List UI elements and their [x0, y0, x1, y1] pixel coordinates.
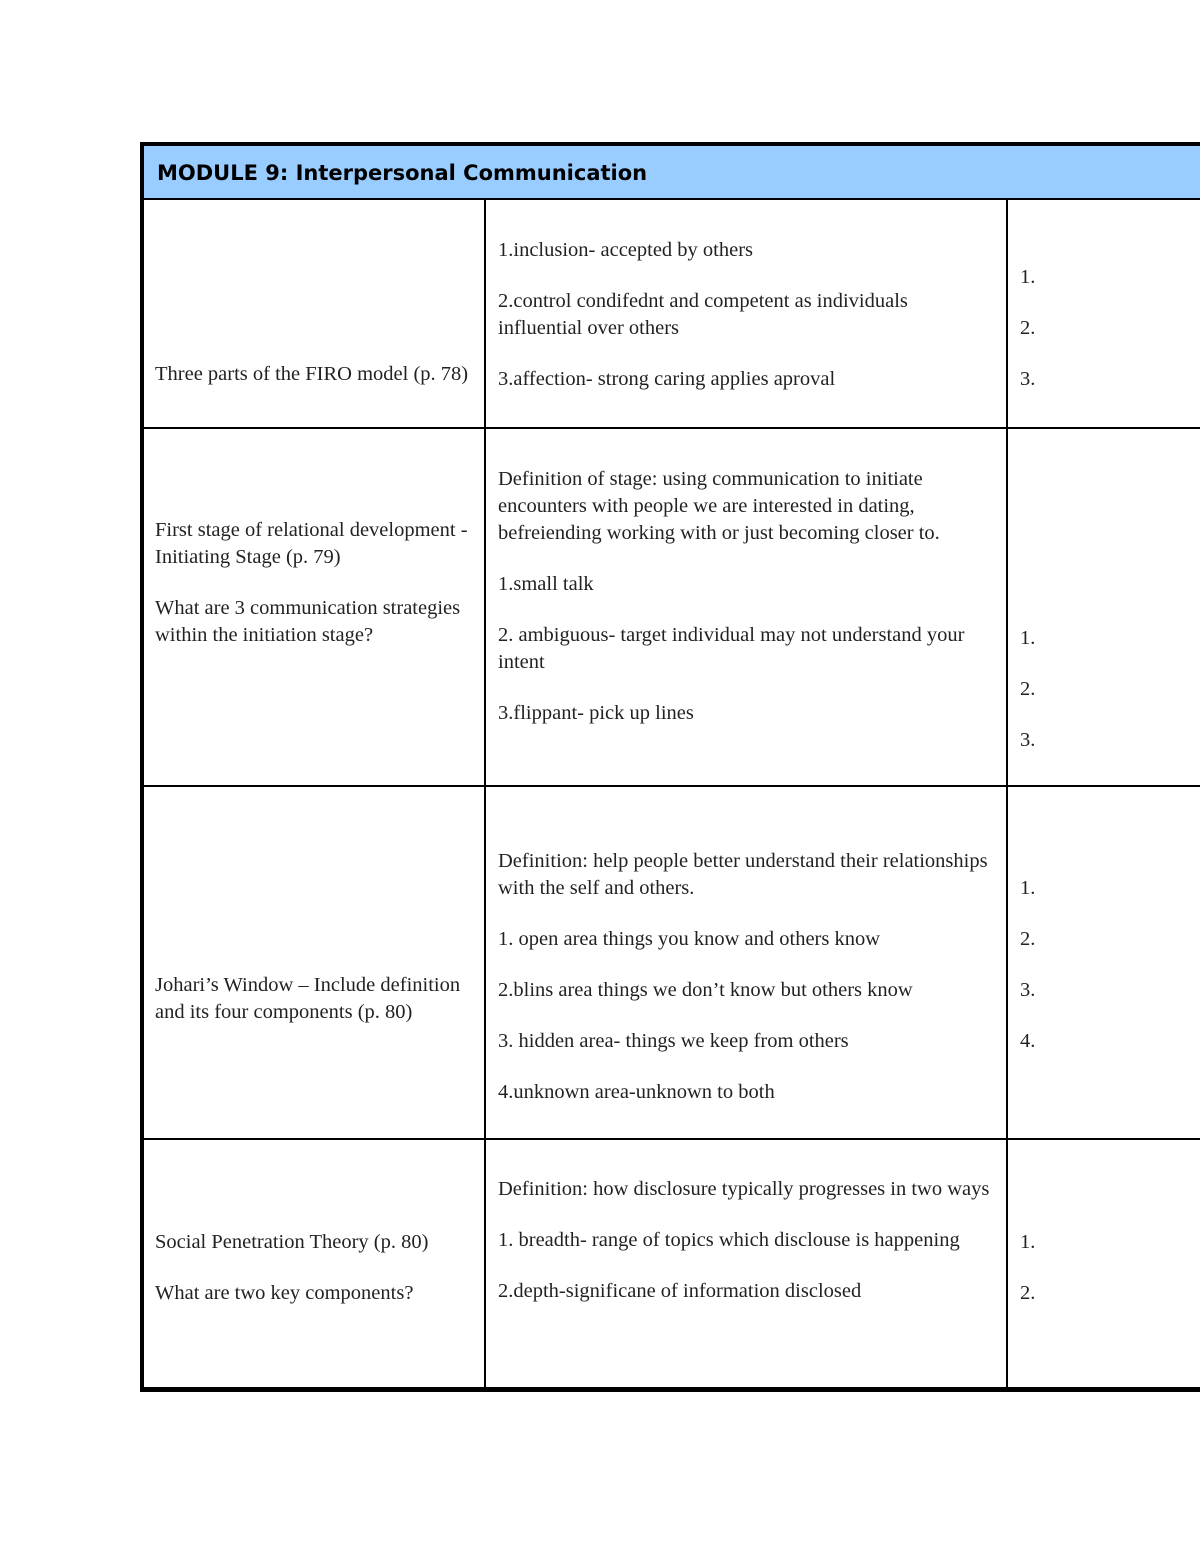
answer-text: 4.unknown area-unknown to both: [498, 1081, 775, 1103]
column-divider: [1006, 200, 1008, 1387]
list-number: 1.: [1020, 1231, 1036, 1253]
list-number: 3.: [1020, 979, 1036, 1001]
answer-text: Definition of stage: using communication to initiate encounters with people we are interested in dating, befreiending working with or just becoming closer to.: [498, 468, 940, 544]
list-number: 1.: [1020, 266, 1036, 288]
answer-text: 1. open area things you know and others know: [498, 928, 881, 950]
prompt-text: Three parts of the FIRO model (p. 78): [155, 363, 469, 385]
column-divider: [484, 200, 486, 1387]
table-row-firo: [144, 200, 1200, 429]
answer-text: 2.depth-significane of information disclosed: [498, 1280, 862, 1302]
number-cell: [1020, 875, 1200, 1055]
prompt-text: What are 3 communication strategies within the initiation stage?: [155, 597, 461, 646]
prompt-cell: [155, 517, 475, 649]
list-number: 3.: [1020, 729, 1036, 751]
answer-text: 3. hidden area- things we keep from others: [498, 1030, 849, 1052]
answer-text: 1.inclusion- accepted by others: [498, 239, 754, 261]
answer-text: Definition: how disclosure typically progresses in two ways: [498, 1178, 990, 1200]
answer-cell: [498, 1176, 993, 1305]
list-number: 2.: [1020, 1282, 1036, 1304]
list-number: 2.: [1020, 678, 1036, 700]
prompt-cell: [155, 1229, 475, 1307]
answer-cell: [498, 237, 993, 393]
prompt-text: What are two key components?: [155, 1282, 414, 1304]
answer-text: 3.affection- strong caring applies aproval: [498, 368, 836, 390]
list-number: 4.: [1020, 1030, 1036, 1052]
answer-text: 2. ambiguous- target individual may not understand your intent: [498, 624, 965, 673]
answer-cell: [498, 466, 993, 727]
list-number: 2.: [1020, 928, 1036, 950]
table-row-initiating: [144, 429, 1200, 787]
prompt-text: Johari’s Window – Include definition and its four components (p. 80): [155, 974, 461, 1023]
answer-text: Definition: help people better understand their relationships with the self and others.: [498, 850, 988, 899]
list-number: 1.: [1020, 877, 1036, 899]
prompt-text: First stage of relational development - Initiating Stage (p. 79): [155, 519, 468, 568]
answer-text: 2.control condifednt and competent as individuals influential over others: [498, 290, 908, 339]
number-cell: [1020, 264, 1200, 393]
module-header: [144, 146, 1200, 200]
prompt-cell: [155, 972, 475, 1026]
list-number: 1.: [1020, 627, 1036, 649]
number-cell: [1020, 1229, 1200, 1307]
answer-text: 1. breadth- range of topics which disclouse is happening: [498, 1229, 960, 1251]
table-row-johari: [144, 787, 1200, 1140]
number-cell: [1020, 625, 1200, 754]
answer-text: 3.flippant- pick up lines: [498, 702, 694, 724]
answer-text: 2.blins area things we don’t know but others know: [498, 979, 913, 1001]
list-number: 2.: [1020, 317, 1036, 339]
prompt-text: Social Penetration Theory (p. 80): [155, 1231, 429, 1253]
answer-text: 1.small talk: [498, 573, 594, 595]
module-title: MODULE 9: Interpersonal Communication: [157, 161, 648, 185]
list-number: 3.: [1020, 368, 1036, 390]
table-row-social-penetration: [144, 1140, 1200, 1391]
module-table: [140, 142, 1200, 1392]
answer-cell: [498, 848, 993, 1106]
prompt-cell: [155, 361, 475, 388]
